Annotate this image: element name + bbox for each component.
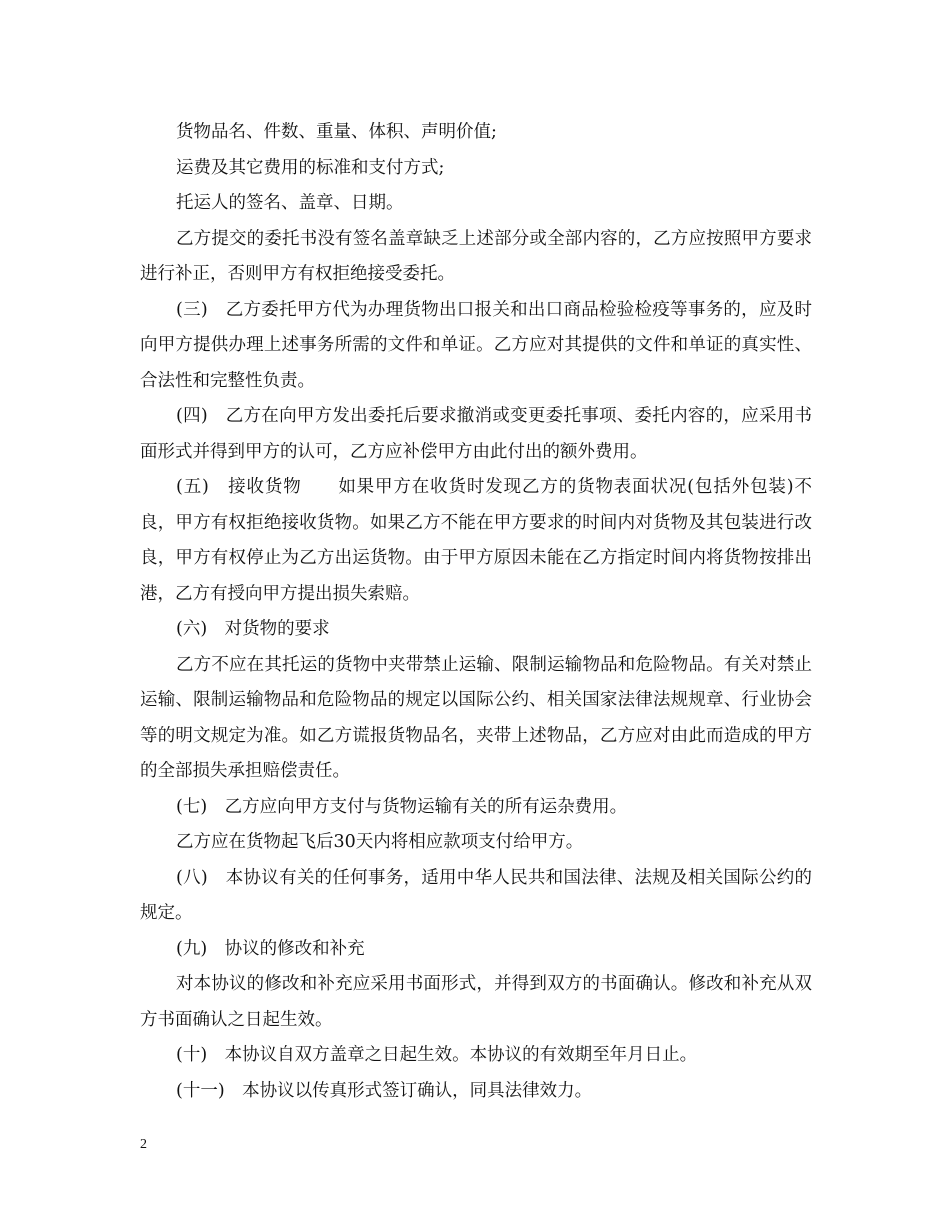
clause-7-payment: 乙方应在货物起飞后30天内将相应款项支付给甲方。 — [176, 832, 584, 852]
clause-6-heading: (六) 对货物的要求 — [176, 619, 330, 639]
clause-8: (八) 本协议有关的任何事务，适用中华人民共和国法律、法规及相关国际公约的规定。 — [140, 867, 812, 923]
paragraph-correction: 乙方提交的委托书没有签名盖章缺乏上述部分或全部内容的，乙方应按照甲方要求进行补正，否则甲方有权拒绝接受委托。 — [140, 228, 812, 284]
clause-9-heading: (九) 协议的修改和补充 — [176, 938, 365, 959]
paragraph-shipper-signature: 托运人的签名、盖章、日期。 — [176, 193, 404, 213]
clause-3: (三) 乙方委托甲方代为办理货物出口报关和出口商品检验检疫等事务的，应及时向甲方提供办理上述事务所需的文件和单证。乙方应对其提供的文件和单证的真实性、合法性和完整性负责。 — [140, 299, 812, 391]
clause-11: (十一) 本协议以传真形式签订确认，同具法律效力。 — [176, 1080, 593, 1101]
paragraph-cargo-details: 货物品名、件数、重量、体积、声明价值; — [176, 122, 497, 142]
clause-9-body: 对本协议的修改和补充应采用书面形式，并得到双方的书面确认。修改和补充从双方书面确认之日起生效。 — [140, 974, 812, 1030]
document-body — [140, 115, 812, 1109]
clause-4: (四) 乙方在向甲方发出委托后要求撤消或变更委托事项、委托内容的，应采用书面形式并得到甲方的认可，乙方应补偿甲方由此付出的额外费用。 — [140, 406, 812, 462]
clause-7: (七) 乙方应向甲方支付与货物运输有关的所有运杂费用。 — [176, 796, 628, 817]
clause-5: (五) 接收货物 如果甲方在收货时发现乙方的货物表面状况(包括外包装)不良，甲方有权拒绝接收货物。如果乙方不能在甲方要求的时间内对货物及其包装进行改良，甲方有权停止为乙方出运货物。由于甲方原因未能在乙方指定时间内将货物按排出港，乙方有授向甲方提出损失索赔。 — [140, 477, 812, 604]
page-number: 2 — [140, 1137, 147, 1152]
clause-10: (十) 本协议自双方盖章之日起生效。本协议的有效期至年月日止。 — [176, 1045, 698, 1065]
clause-6-body: 乙方不应在其托运的货物中夹带禁止运输、限制运输物品和危险物品。有关对禁止运输、限制运输物品和危险物品的规定以国际公约、相关国家法律法规规章、行业协会等的明文规定为准。如乙方谎报货物品名，夹带上述物品，乙方应对由此而造成的甲方的全部损失承担赔偿责任。 — [140, 654, 812, 781]
paragraph-freight-payment: 运费及其它费用的标准和支付方式; — [176, 157, 445, 178]
